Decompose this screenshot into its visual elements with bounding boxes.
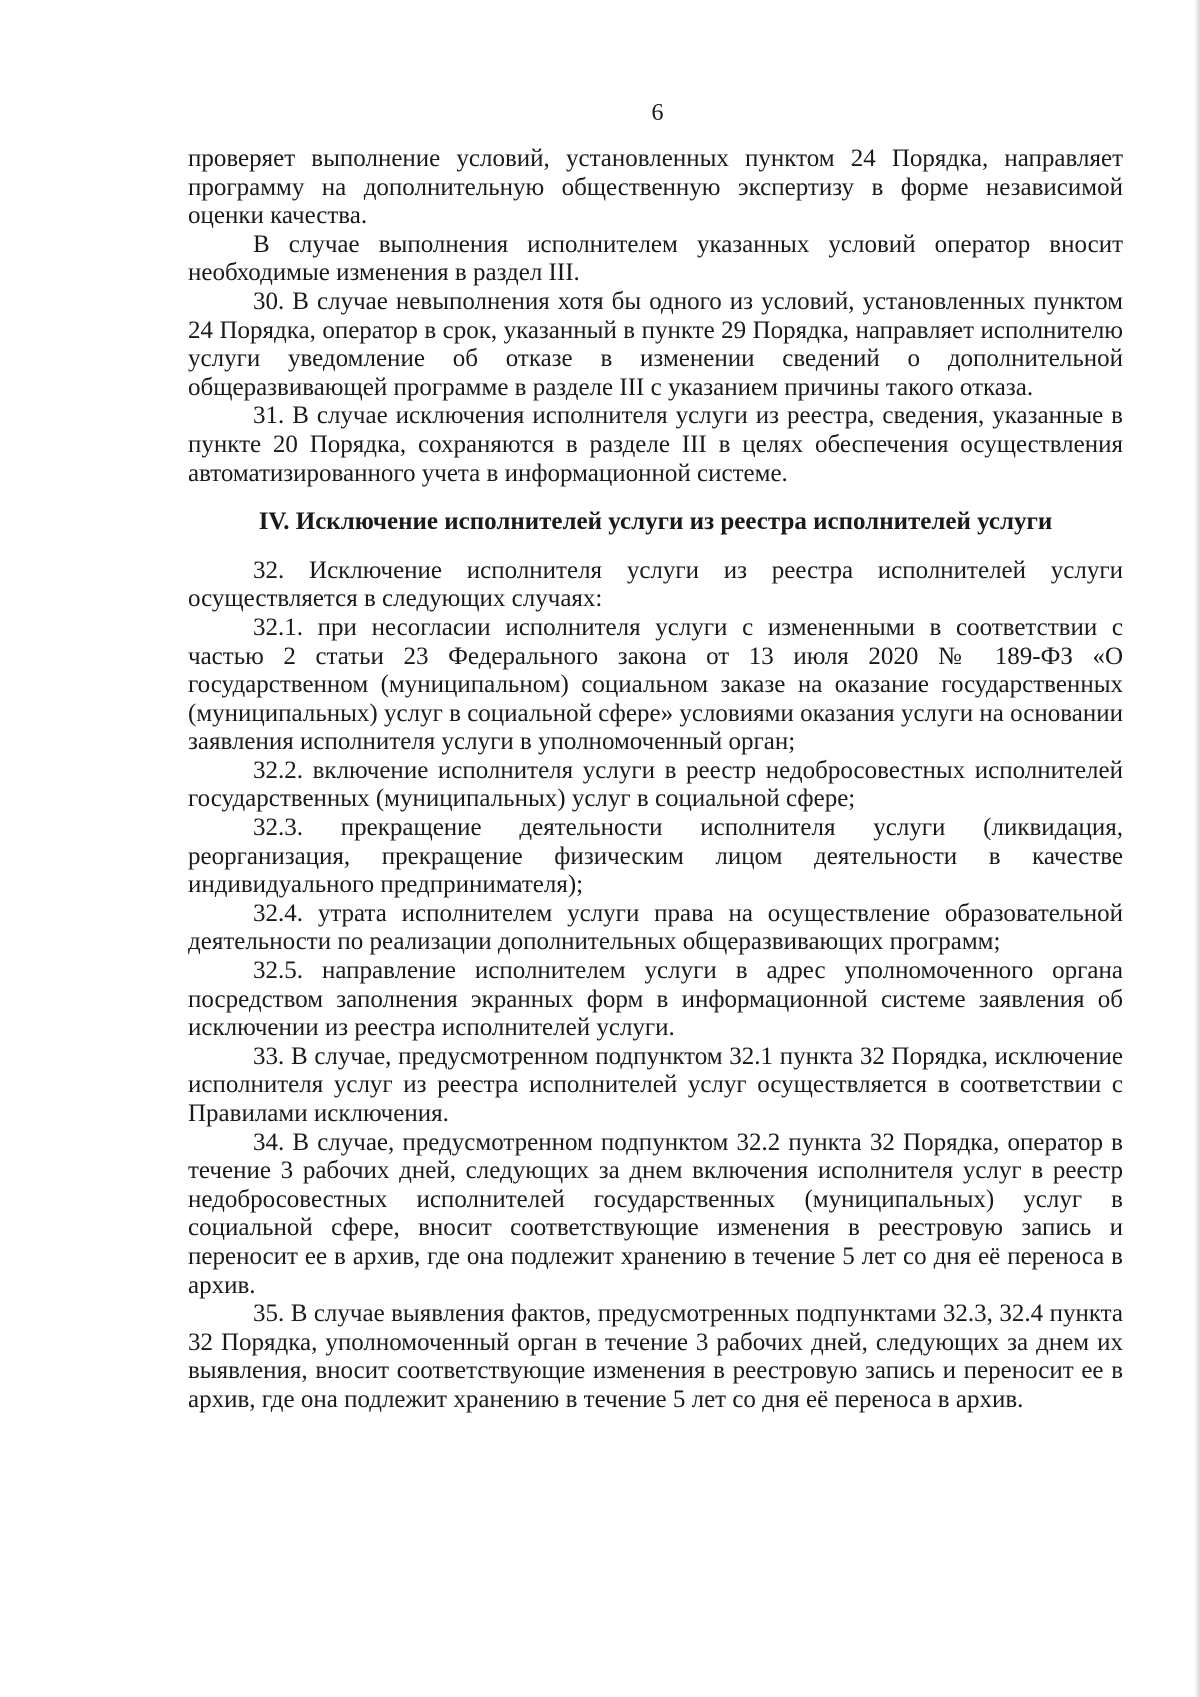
paragraph-32-5: 32.5. направление исполнителем услуги в адрес уполномоченного органа посредством заполнения экранных форм в информационной системе заявления об исключении из реестра исполнителей услуги. — [188, 957, 1123, 1042]
page-number: 6 — [651, 100, 664, 126]
paragraph-32-2: 32.2. включение исполнителя услуги в реестр недобросовестных исполнителей государственных (муниципальных) услуг в социальной сфере; — [188, 756, 1123, 813]
paragraph-33: 33. В случае, предусмотренном подпунктом 32.1 пункта 32 Порядка, исключение исполнителя услуг из реестра исполнителей услуг осуществляется в соответствии с Правилами исключения. — [188, 1042, 1123, 1127]
paragraph-32-1: 32.1. при несогласии исполнителя услуги с измененными в соответствии с частью 2 статьи 23 Федерального закона от 13 июля 2020 № 189-ФЗ «О государственном (муниципальном) социальном заказе на оказание государственных (муниципальных) услуг в социальной сфере» условиями оказания услуги на основании заявления исполнителя услуги в уполномоченный орган; — [188, 613, 1123, 756]
paragraph-31: 31. В случае исключения исполнителя услуги из реестра, сведения, указанные в пункте 20 Порядка, сохраняются в разделе III в целях обеспечения осуществления автоматизированного учета в информационной системе. — [188, 402, 1123, 487]
paragraph-32: 32. Исключение исполнителя услуги из реестра исполнителей услуги осуществляется в следующих случаях: — [188, 556, 1123, 613]
document-body — [188, 145, 1123, 1415]
paragraph-34: 34. В случае, предусмотренном подпунктом 32.2 пункта 32 Порядка, оператор в течение 3 рабочих дней, следующих за днем включения исполнителя услуг в реестр недобросовестных исполнителей государственных (муниципальных) услуг в социальной сфере, вносит соответствующие изменения в реестровую запись и переносит ее в архив, где она подлежит хранению в течение 5 лет со дня её переноса в архив. — [188, 1128, 1123, 1299]
paragraph-32-4: 32.4. утрата исполнителем услуги права на осуществление образовательной деятельности по реализации дополнительных общеразвивающих программ; — [188, 899, 1123, 956]
paragraph-conditions-met: В случае выполнения исполнителем указанных условий оператор вносит необходимые изменения в раздел III. — [188, 230, 1123, 287]
paragraph-35: 35. В случае выявления фактов, предусмотренных подпунктами 32.3, 32.4 пункта 32 Порядка, уполномоченный орган в течение 3 рабочих дней, следующих за днем их выявления, вносит соответствующие изменения в реестровую запись и переносит ее в архив, где она подлежит хранению в течение 5 лет со дня её переноса в архив. — [188, 1300, 1123, 1413]
paragraph-32-3: 32.3. прекращение деятельности исполнителя услуги (ликвидация, реорганизация, прекращение физическим лицом деятельности в качестве индивидуального предпринимателя); — [188, 814, 1123, 899]
paragraph-30: 30. В случае невыполнения хотя бы одного из условий, установленных пунктом 24 Порядка, оператор в срок, указанный в пункте 29 Порядка, направляет исполнителю услуги уведомление об отказе в изменении сведений о дополнительной общеразвивающей программе в разделе III с указанием причины такого отказа. — [188, 287, 1123, 401]
paragraph-continuation: проверяет выполнение условий, установленных пунктом 24 Порядка, направляет программу на дополнительную общественную экспертизу в форме независимой оценки качества. — [188, 145, 1123, 230]
scan-edge-shadow — [1194, 0, 1200, 1697]
section-heading-iv: IV. Исключение исполнителей услуги из реестра исполнителей услуги — [258, 508, 1053, 536]
